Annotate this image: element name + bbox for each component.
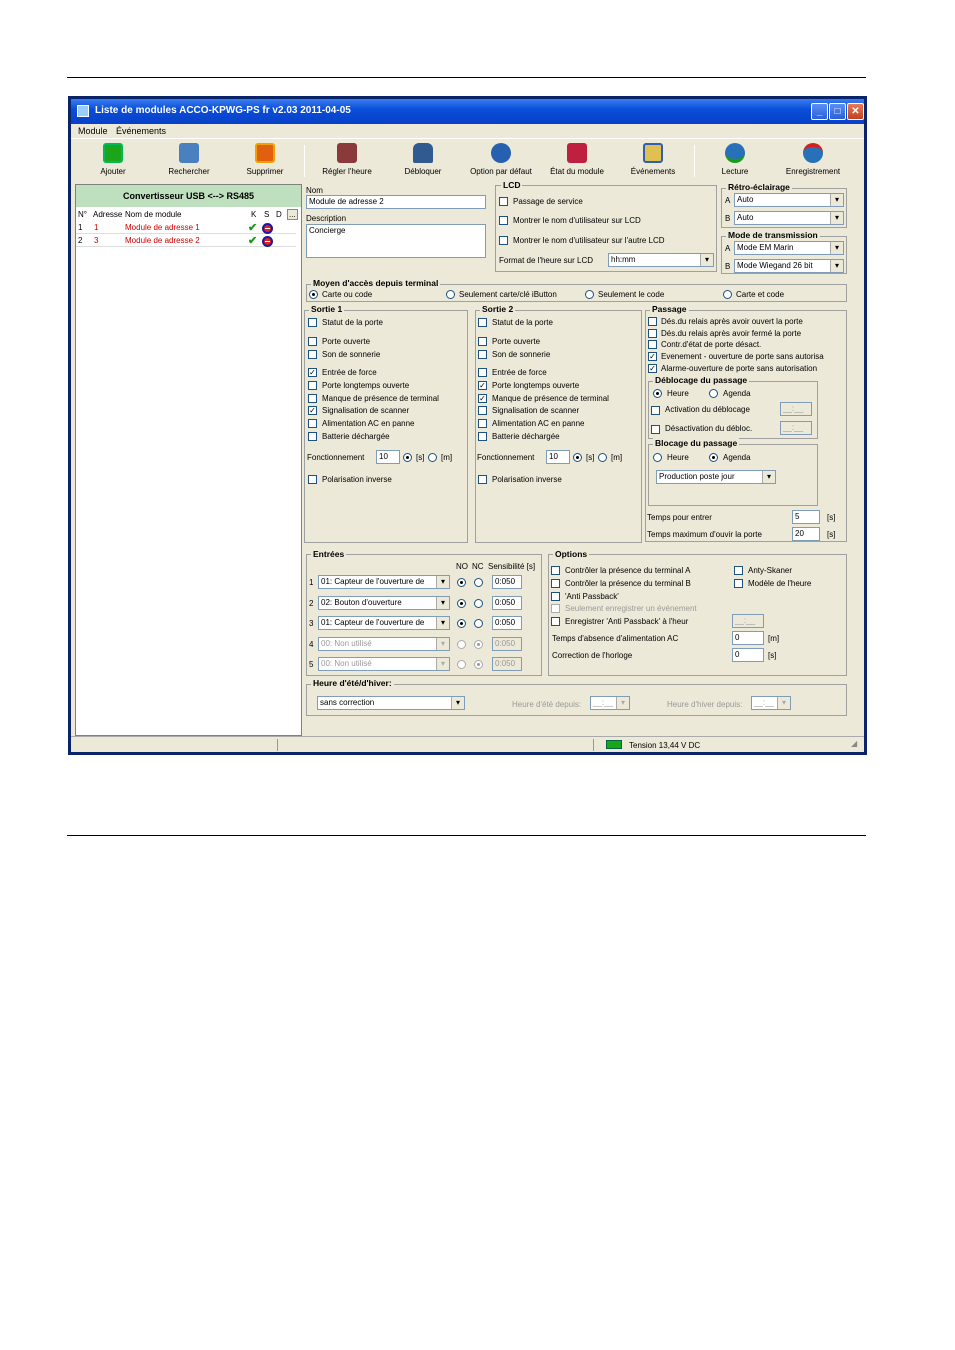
toolbar (71, 138, 864, 182)
passage-item-label: Evenement - ouverture de porte sans autorisa (661, 352, 824, 361)
menu-bar (71, 124, 864, 138)
col-d[interactable]: D (276, 210, 282, 219)
ctrl-b-checkbox[interactable] (551, 579, 560, 588)
read-icon (725, 143, 745, 163)
sortie1-title: Sortie 1 (311, 304, 343, 314)
resize-grip-icon[interactable]: ◢ (851, 739, 858, 748)
sortie1-item-label: Alimentation AC en panne (322, 419, 415, 428)
app-window (68, 96, 867, 755)
transmission-b-label: B (725, 262, 731, 271)
passage-item-checkbox[interactable]: ✓ (649, 352, 656, 361)
dst-ete-label: Heure d'été depuis: (512, 700, 582, 709)
activation-label: Activation du déblocage (665, 405, 750, 414)
deblocage-heure-radio[interactable] (653, 389, 662, 398)
regler-heure-label: Régler l'heure (322, 167, 372, 176)
temps-max-label: Temps maximum d'ouvir la porte (647, 530, 762, 539)
transmission-b-select[interactable]: Mode Wiegand 26 bit ▾ (734, 259, 844, 273)
retro-a-label: A (725, 196, 731, 205)
entree-row-number: 4 (309, 640, 314, 649)
row-nom: Module de adresse 2 (125, 236, 200, 245)
sortie2-item-label: Signalisation de scanner (492, 406, 580, 415)
entree-sens-input[interactable]: 0:050 (492, 657, 522, 671)
bottom-rule (67, 835, 866, 836)
status-separator (593, 739, 594, 751)
entrees-title: Entrées (313, 549, 345, 559)
access-opt4-radio[interactable] (723, 290, 732, 299)
entree-sens-input[interactable]: 0:050 (492, 596, 522, 610)
desactivation-label: Désactivation du débloc. (665, 424, 753, 433)
plug-icon (606, 740, 622, 749)
lcd-time-format-label: Format de l'heure sur LCD (499, 256, 594, 265)
sortie2-seconds-label: [s] (586, 453, 595, 462)
sortie1-fonct-label: Fonctionnement (307, 453, 365, 462)
lcd-title: LCD (503, 180, 521, 190)
description-input[interactable]: Concierge (306, 224, 486, 258)
sortie2-item-label: Batterie déchargée (492, 432, 560, 441)
sortie1-item-checkbox[interactable] (308, 394, 317, 403)
passage-item-label: Alarme-ouverture de porte sans autorisation (661, 364, 818, 373)
sortie2-seconds-radio[interactable] (573, 453, 582, 462)
events-icon (643, 143, 663, 163)
top-rule (67, 77, 866, 78)
toolbar-separator (694, 145, 695, 177)
entree-select[interactable]: 00: Non utilisé ▾ (318, 637, 450, 651)
sortie2-item-checkbox[interactable] (478, 419, 487, 428)
window-title: Liste de modules ACCO-KPWG-PS fr v2.03 2011-04-05 (95, 105, 351, 116)
sortie2-polar-checkbox[interactable] (478, 475, 487, 484)
blocage-heure-label: Heure (667, 453, 689, 462)
temps-max-input[interactable]: 20 (792, 527, 820, 541)
menu-module[interactable]: Module (78, 126, 108, 136)
entree-no-radio[interactable] (457, 660, 466, 669)
etat-module-label: État du module (550, 167, 604, 176)
evenements-button[interactable] (615, 141, 691, 181)
sortie2-item-checkbox[interactable] (478, 337, 487, 346)
sortie1-item-checkbox[interactable] (308, 337, 317, 346)
check-icon: ✔ (248, 222, 258, 234)
sortie1-item-label: Manque de présence de terminal (322, 394, 439, 403)
desactivation-checkbox[interactable] (651, 425, 660, 434)
check-icon: ✔ (248, 235, 258, 247)
entrees-no-header: NO (456, 562, 468, 571)
access-opt3-label: Seulement le code (598, 290, 665, 299)
col-k[interactable]: K (251, 210, 257, 219)
table-row[interactable] (76, 235, 296, 247)
anty-skaner-label: Anty-Skaner (748, 566, 793, 575)
seulement-checkbox[interactable] (551, 604, 560, 613)
status-bar (71, 736, 864, 752)
deblocage-agenda-label: Agenda (723, 389, 751, 398)
sortie2-polar-label: Polarisation inverse (492, 475, 562, 484)
transmission-title: Mode de transmission (728, 230, 818, 240)
entree-no-radio[interactable] (457, 599, 466, 608)
ctrl-b-label: Contrôler la présence du terminal B (565, 579, 691, 588)
sortie1-item-checkbox[interactable] (308, 381, 317, 390)
close-button[interactable]: ✕ (847, 103, 864, 120)
menu-events[interactable]: Événements (116, 126, 167, 136)
entree-row-number: 5 (309, 660, 314, 669)
converter-header: Convertisseur USB <--> RS485 (76, 185, 301, 207)
dst-hiver-select[interactable]: __:__ ▾ (751, 696, 791, 710)
transmission-a-label: A (725, 244, 731, 253)
nom-label: Nom (306, 186, 323, 195)
activation-time-input[interactable]: __:__ (780, 402, 812, 416)
col-n[interactable]: N° (78, 210, 87, 219)
rechercher-button[interactable] (151, 141, 227, 181)
lock-icon (413, 143, 433, 163)
rechercher-label: Rechercher (168, 167, 210, 176)
sortie1-item-label: Statut de la porte (322, 318, 383, 327)
blocage-heure-radio[interactable] (653, 453, 662, 462)
absence-input[interactable]: 0 (732, 631, 764, 645)
window-client (71, 124, 864, 752)
dst-ete-select[interactable]: __:__ ▾ (590, 696, 630, 710)
sortie2-item-label: Entrée de force (492, 368, 547, 377)
absence-unit: [m] (768, 634, 780, 643)
blocage-title: Blocage du passage (655, 438, 738, 448)
lcd-show-user-checkbox[interactable] (499, 216, 508, 225)
entree-nc-radio[interactable] (474, 619, 483, 628)
retro-a-select[interactable]: Auto ▾ (734, 193, 844, 207)
passage-title: Passage (652, 304, 687, 314)
lecture-button[interactable] (697, 141, 773, 181)
entree-select[interactable]: 02: Bouton d'ouverture ▾ (318, 596, 450, 610)
add-icon (103, 143, 123, 163)
entrees-sens-header: Sensibilité [s] (488, 562, 536, 571)
delete-icon (255, 143, 275, 163)
table-row[interactable] (76, 222, 296, 234)
sortie1-item-checkbox[interactable] (308, 350, 317, 359)
debloquer-button[interactable] (385, 141, 461, 181)
supprimer-label: Supprimer (246, 167, 284, 176)
sortie1-item-label: Signalisation de scanner (322, 406, 410, 415)
sortie1-item-checkbox[interactable] (308, 318, 317, 327)
passage-item-label: Dés.du relais après avoir fermé la porte (661, 329, 802, 338)
deblocage-agenda-radio[interactable] (709, 389, 718, 398)
entree-row-number: 3 (309, 619, 314, 628)
entree-sens-input[interactable]: 0:050 (492, 575, 522, 589)
sortie2-minutes-radio[interactable] (598, 453, 607, 462)
sortie1-item-label: Son de sonnerie (322, 350, 381, 359)
etat-module-button[interactable] (539, 141, 615, 181)
entree-no-radio[interactable] (457, 619, 466, 628)
row-adresse: 3 (94, 236, 99, 245)
ctrl-a-label: Contrôler la présence du terminal A (565, 566, 691, 575)
access-title: Moyen d'accès depuis terminal (313, 278, 439, 288)
modele-heure-label: Modèle de l'heure (748, 579, 812, 588)
gear-icon (491, 143, 511, 163)
sortie2-minutes-label: [m] (611, 453, 623, 462)
toolbar-separator (304, 145, 305, 177)
module-list-pane (75, 184, 302, 736)
entree-select[interactable]: 01: Capteur de l'ouverture de ▾ (318, 575, 450, 589)
entree-nc-radio[interactable] (474, 640, 483, 649)
row-n: 2 (78, 236, 83, 245)
app-icon (77, 105, 89, 117)
sortie2-item-label: Son de sonnerie (492, 350, 551, 359)
status-icon (567, 143, 587, 163)
sortie2-item-checkbox[interactable]: ✓ (479, 381, 486, 390)
entree-sens-input[interactable]: 0:050 (492, 637, 522, 651)
evenements-label: Événements (630, 167, 676, 176)
sortie1-item-checkbox[interactable] (308, 432, 317, 441)
access-opt4-label: Carte et code (736, 290, 785, 299)
description-label: Description (306, 214, 347, 223)
correction-label: Correction de l'horloge (552, 651, 633, 660)
absence-label: Temps d'absence d'alimentation AC (552, 634, 679, 643)
blocage-agenda-label: Agenda (723, 453, 751, 462)
sortie2-item-checkbox[interactable] (478, 406, 487, 415)
entrees-nc-header: NC (472, 562, 484, 571)
access-opt2-label: Seulement carte/clé iButton (459, 290, 557, 299)
sortie2-fonct-input[interactable]: 10 (546, 450, 570, 464)
sortie2-item-label: Statut de la porte (492, 318, 553, 327)
sortie1-polar-label: Polarisation inverse (322, 475, 392, 484)
sortie2-item-label: Alimentation AC en panne (492, 419, 585, 428)
row-adresse: 1 (94, 223, 99, 232)
sortie2-item-label: Porte ouverte (492, 337, 541, 346)
seulement-label: Seulement enregistrer un événement (565, 604, 697, 613)
supprimer-button[interactable] (227, 141, 303, 181)
deblocage-heure-label: Heure (667, 389, 689, 398)
sortie1-item-checkbox[interactable]: ✓ (309, 368, 316, 377)
sortie1-item-label: Entrée de force (322, 368, 377, 377)
correction-stepper[interactable]: 0 (732, 648, 764, 662)
blocage-agenda-radio[interactable] (709, 453, 718, 462)
entree-select[interactable]: 00: Non utilisé ▾ (318, 657, 450, 671)
lcd-show-user-other-checkbox[interactable] (499, 236, 508, 245)
lcd-show-user-other-label: Montrer le nom d'utilisateur sur l'autre LCD (513, 236, 665, 245)
debloquer-label: Débloquer (404, 167, 442, 176)
access-opt1-radio[interactable] (309, 290, 318, 299)
passage-item-checkbox[interactable] (648, 340, 657, 349)
col-s[interactable]: S (264, 210, 270, 219)
option-defaut-button[interactable] (463, 141, 539, 181)
sortie2-item-checkbox[interactable] (478, 318, 487, 327)
entree-sens-input[interactable]: 0:050 (492, 616, 522, 630)
more-columns-button[interactable]: ... (289, 210, 296, 219)
sortie2-item-label: Porte longtemps ouverte (492, 381, 580, 390)
tension-status: Tension 13,44 V DC (629, 741, 701, 750)
enregistrement-button[interactable] (775, 141, 851, 181)
option-defaut-label: Option par défaut (470, 167, 532, 176)
sortie2-title: Sortie 2 (482, 304, 514, 314)
dst-select[interactable]: sans correction ▾ (317, 696, 465, 710)
status-separator (277, 739, 278, 751)
anti-passback-checkbox[interactable] (551, 592, 560, 601)
lcd-service-label: Passage de service (513, 197, 583, 206)
clock-icon (337, 143, 357, 163)
regler-heure-button[interactable] (309, 141, 385, 181)
dst-hiver-label: Heure d'hiver depuis: (667, 700, 743, 709)
entree-nc-radio[interactable] (474, 578, 483, 587)
sortie2-item-label: Manque de présence de terminal (492, 394, 609, 403)
entree-nc-radio[interactable] (474, 599, 483, 608)
anti-passback-label: 'Anti Passback' (565, 592, 619, 601)
lcd-show-user-label: Montrer le nom d'utilisateur sur LCD (513, 216, 641, 225)
desactivation-time-input[interactable]: __:__ (780, 421, 812, 435)
sortie2-item-checkbox[interactable] (478, 432, 487, 441)
sortie1-item-label: Porte longtemps ouverte (322, 381, 410, 390)
retro-b-label: B (725, 214, 731, 223)
col-adresse[interactable]: Adresse (93, 210, 123, 219)
retro-b-select[interactable]: Auto ▾ (734, 211, 844, 225)
sortie2-item-checkbox[interactable]: ✓ (479, 394, 486, 403)
sortie2-item-checkbox[interactable] (478, 350, 487, 359)
passage-item-label: Dés.du relais après avoir ouvert la porte (661, 317, 803, 326)
blocage-schedule-select[interactable]: Production poste jour ▾ (656, 470, 776, 484)
anty-skaner-checkbox[interactable] (734, 566, 743, 575)
sortie2-item-checkbox[interactable] (478, 368, 487, 377)
sortie1-item-checkbox[interactable] (308, 419, 317, 428)
transmission-a-select[interactable]: Mode EM Marin ▾ (734, 241, 844, 255)
correction-unit: [s] (768, 651, 777, 660)
no-entry-icon (262, 236, 273, 247)
ajouter-label: Ajouter (100, 167, 126, 176)
no-entry-icon (262, 223, 273, 234)
minimize-button[interactable]: _ (811, 103, 828, 120)
activation-checkbox[interactable] (651, 406, 660, 415)
col-nom[interactable]: Nom de module (125, 210, 182, 219)
temps-entrer-unit: [s] (827, 513, 836, 522)
modele-heure-checkbox[interactable] (734, 579, 743, 588)
sortie1-fonct-input[interactable]: 10 (376, 450, 400, 464)
retro-title: Rétro-éclairage (728, 182, 790, 192)
lcd-service-checkbox[interactable] (499, 197, 508, 206)
entree-row-number: 1 (309, 578, 314, 587)
sortie1-minutes-label: [m] (441, 453, 453, 462)
maximize-button[interactable]: □ (829, 103, 846, 120)
entree-no-radio[interactable] (457, 578, 466, 587)
sortie1-item-label: Batterie déchargée (322, 432, 390, 441)
dst-title: Heure d'été/d'hiver: (313, 678, 392, 688)
enreg-anti-checkbox[interactable] (551, 617, 560, 626)
sortie2-fonct-label: Fonctionnement (477, 453, 535, 462)
lecture-label: Lecture (721, 167, 749, 176)
row-n: 1 (78, 223, 83, 232)
ctrl-a-checkbox[interactable] (551, 566, 560, 575)
access-opt1-label: Carte ou code (322, 290, 373, 299)
deblocage-title: Déblocage du passage (655, 375, 748, 385)
sortie1-seconds-label: [s] (416, 453, 425, 462)
nom-input[interactable]: Module de adresse 2 (306, 195, 486, 209)
search-icon (179, 143, 199, 163)
entree-row-number: 2 (309, 599, 314, 608)
lcd-time-format-select[interactable]: hh:mm ▾ (608, 253, 714, 267)
temps-max-unit: [s] (827, 530, 836, 539)
write-icon (803, 143, 823, 163)
passage-item-checkbox[interactable]: ✓ (649, 364, 656, 373)
row-nom: Module de adresse 1 (125, 223, 200, 232)
ajouter-button[interactable] (75, 141, 151, 181)
passage-item-label: Contr.d'état de porte désact. (661, 340, 762, 349)
sortie1-minutes-radio[interactable] (428, 453, 437, 462)
enreg-anti-label: Enregistrer 'Anti Passback' à l'heur (565, 617, 689, 626)
sortie1-item-checkbox[interactable]: ✓ (309, 406, 316, 415)
access-opt3-radio[interactable] (585, 290, 594, 299)
passage-item-checkbox[interactable] (648, 317, 657, 326)
sortie1-polar-checkbox[interactable] (308, 475, 317, 484)
enregistrement-label: Enregistrement (785, 167, 841, 176)
title-bar[interactable] (71, 99, 864, 124)
options-title: Options (555, 549, 588, 559)
access-opt2-radio[interactable] (446, 290, 455, 299)
passage-item-checkbox[interactable] (648, 329, 657, 338)
sortie1-seconds-radio[interactable] (403, 453, 412, 462)
enreg-anti-time-input[interactable]: __:__ (732, 614, 764, 628)
entree-no-radio[interactable] (457, 640, 466, 649)
temps-entrer-input[interactable]: 5 (792, 510, 820, 524)
entree-nc-radio[interactable] (474, 660, 483, 669)
entree-select[interactable]: 01: Capteur de l'ouverture de ▾ (318, 616, 450, 630)
temps-entrer-label: Temps pour entrer (647, 513, 712, 522)
sortie1-item-label: Porte ouverte (322, 337, 371, 346)
